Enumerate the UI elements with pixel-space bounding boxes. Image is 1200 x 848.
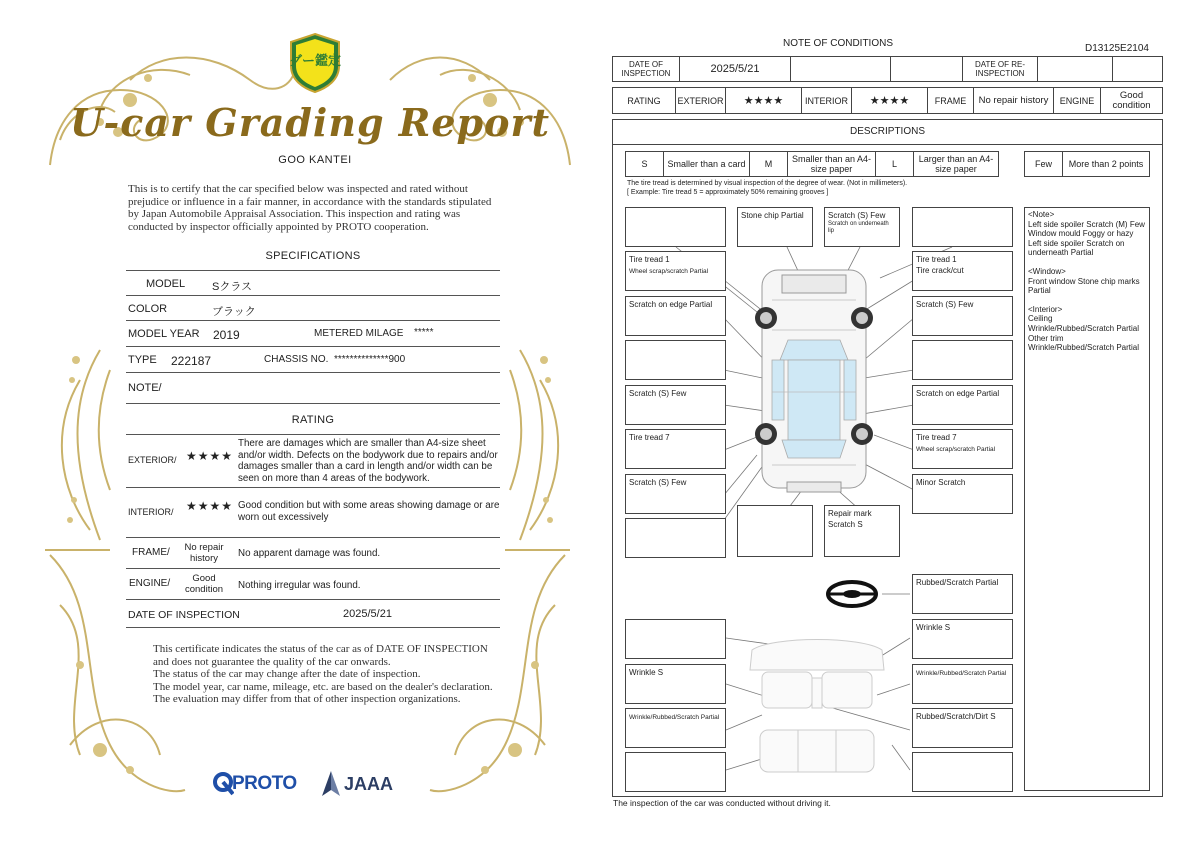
tire-note-2: [ Example: Tire tread 5 = approximately 50% remaining grooves ] [627,189,829,196]
annotation-stone-chip: Stone chip Partial [737,207,813,247]
tire-rr-title: Tire tread 7 [916,433,957,442]
exterior-stars: ★★★★ [726,88,802,113]
legend-s: S [626,152,664,176]
model-value: Sクラス [212,281,253,293]
note-label: NOTE/ [128,382,162,394]
annotation-box-empty [912,340,1013,380]
annotation-box-empty [737,505,813,557]
conditions-title: NOTE OF CONDITIONS [783,38,893,49]
jaaa-logo-icon [320,770,342,798]
rating-row-exterior [126,435,500,488]
legend-few-desc: More than 2 points [1068,159,1144,169]
annotation-wrinkle-right: Wrinkle S [912,619,1013,659]
model-label: MODEL [146,278,186,290]
spec-row-year [126,321,500,347]
annotation-scratch-few-right: Scratch (S) Few [912,296,1013,336]
notes-window: <Window> Front window Stone chip marks Partial [1028,266,1140,296]
blank-cell [791,57,891,81]
scratch-few-top-title: Scratch (S) Few [828,211,886,220]
jaaa-logo-text: JAAA [344,774,394,794]
specifications-title: SPECIFICATIONS [265,250,361,262]
wrs-left-text: Wrinkle/Rubbed/Scratch Partial [629,714,720,721]
annotation-box-empty [912,752,1013,792]
frame-value: No repair history [184,542,224,564]
legend-s-desc: Smaller than a card [664,152,750,176]
legend-few: Few [1025,152,1063,176]
legend-l-desc: Larger than an A4-size paper [918,154,994,174]
frame-value: No repair history [974,88,1054,113]
frame-description: No apparent damage was found. [238,548,381,559]
notes-panel [1024,207,1150,791]
report-title: U-car Grading Report [69,100,551,145]
footnote-text: This certificate indicates the status of the car as of DATE OF INSPECTION and does not guarantee the quality of the car onwards. The status of the car may change after the date of inspection. The model year, car name, mileage, etc. are based on the dealer's declaration. The evaluation may differ from that of other inspection organizations. [153,643,493,706]
interior-stars: ★★★★ [852,88,928,113]
engine-label: ENGINE/ [129,578,171,589]
legend-m-desc: Smaller than an A4-size paper [788,152,876,176]
notes-general: <Note> Left side spoiler Scratch (M) Few Window mould Foggy or hazy Left side spoiler Scratch on underneath Partial [1028,210,1145,258]
annotation-box-empty [625,619,726,659]
rating-label: RATING [613,88,676,113]
date-label: DATE OF INSPECTION [128,609,240,621]
annotation-tire-front-left [625,251,726,291]
year-label: MODEL YEAR [128,328,200,340]
exterior-label: EXTERIOR [676,88,726,113]
annotation-tire-front-right [912,251,1013,291]
year-value: 2019 [213,328,240,342]
annotation-tire-rear-right [912,429,1013,469]
tire-rr-sub: Wheel scrap/scratch Partial [916,446,996,453]
date-row [126,600,500,628]
rating-row-interior [126,488,500,538]
ornament-left-side [40,340,130,560]
rating-row-frame [126,538,500,569]
annotation-box-empty [625,207,726,247]
annotation-scratch-edge-left: Scratch on edge Partial [625,296,726,336]
engine-description: Nothing irregular was found. [238,580,361,591]
annotation-wrs-right [912,664,1013,704]
spec-row-color [126,296,500,321]
color-label: COLOR [128,303,168,315]
rating-row-engine [126,569,500,600]
spec-row-type [126,347,500,373]
scratch-few-top-sub: Scratch on underneath lip [828,221,889,234]
annotation-wrs-left [625,708,726,748]
inspection-date-value: 2025/5/21 [680,57,791,81]
steering-wheel-icon [828,582,876,606]
badge-text: グー鑑定 [288,54,342,69]
legend-m: M [750,152,788,176]
chassis-label: CHASSIS NO. [264,354,329,365]
milage-label: METERED MILAGE [314,328,404,339]
annotation-scratch-few-top [824,207,900,247]
spec-row-model [126,271,500,296]
annotation-minor-scratch: Minor Scratch [912,474,1013,514]
date-value: 2025/5/21 [343,608,392,620]
interior-description: Good condition but with some areas showing damage or are worn out excessively [238,500,500,523]
repair-mark-sub: Scratch S [828,520,863,529]
chassis-value: **************900 [334,354,406,365]
annotation-steering: Rubbed/Scratch Partial [912,574,1013,614]
annotation-scratch-few-left: Scratch (S) Few [625,385,726,425]
interior-stars: ★★★★ [186,499,234,513]
few-legend [1024,151,1150,177]
notes-interior: <Interior> Ceiling Wrinkle/Rubbed/Scratch Partial Other trim Wrinkle/Rubbed/Scratch Partial [1028,304,1140,353]
annotation-tire-rear-left: Tire tread 7 [625,429,726,469]
annotation-rubbed-dirt: Rubbed/Scratch/Dirt S [912,708,1013,748]
color-value: ブラック [212,306,256,318]
annotation-box-empty [625,518,726,558]
exterior-description: There are damages which are smaller than A4-size sheet and/or width. Defects on the bodywork due to repairs and/or damages smaller than a card in length and/or width can be seen on more than 4 areas of the bodywork. [238,438,498,484]
tire-note-1: The tire tread is determined by visual inspection of the degree of wear. (Not in millimeters). [627,180,908,187]
inspection-footer-note: The inspection of the car was conducted without driving it. [613,798,831,808]
type-value: 222187 [171,354,212,368]
interior-label: INTERIOR/ [128,507,174,517]
annotation-box-empty [912,207,1013,247]
proto-logo-icon [212,772,234,796]
engine-value: Good condition [184,573,224,595]
size-legend [625,151,999,177]
reinspection-label: DATE OF RE-INSPECTION [963,57,1038,81]
inspection-date-label: DATE OF INSPECTION [613,57,680,81]
document-id: D13125E2104 [1085,43,1149,54]
annotation-box-empty [625,752,726,792]
certify-text: This is to certify that the car specified below was inspected and rated without prejudice or influence in a fair manner, in accordance with the standards stipulated by Japan Automobile Appraisal Association. This inspection and rating was conducted by inspector officially appointed by PROTO cooperation. [128,183,492,233]
wrs-right-text: Wrinkle/Rubbed/Scratch Partial [916,670,1007,677]
descriptions-title: DESCRIPTIONS [612,119,1163,145]
ornament-right-side [490,340,580,560]
report-subtitle: GOO KANTEI [278,154,352,166]
milage-value: ***** [414,327,434,338]
interior-label: INTERIOR [802,88,852,113]
rating-title: RATING [291,414,335,426]
exterior-stars: ★★★★ [186,449,234,463]
engine-value: Good condition [1112,89,1151,111]
frame-label: FRAME/ [132,547,170,558]
tire-fl-sub: Wheel scrap/scratch Partial [629,268,709,275]
spec-row-note [126,373,500,404]
tire-fr-sub: Tire crack/cut [916,266,964,275]
engine-label: ENGINE [1054,88,1101,113]
annotation-repair-mark [824,505,900,557]
annotation-box-empty [625,340,726,380]
exterior-label: EXTERIOR/ [128,455,177,465]
blank-cell [1038,57,1113,81]
tire-fl-title: Tire tread 1 [629,255,670,264]
rating-row [612,87,1163,114]
repair-mark-title: Repair mark [828,509,872,518]
annotation-scratch-few-left-lower: Scratch (S) Few [625,474,726,514]
type-label: TYPE [128,354,157,366]
tire-fr-title: Tire tread 1 [916,255,957,264]
frame-label: FRAME [928,88,974,113]
legend-l: L [876,152,914,176]
logos [212,770,412,800]
proto-logo-text: PROTO [232,773,297,794]
blank-cell [891,57,963,81]
annotation-scratch-edge-right: Scratch on edge Partial [912,385,1013,425]
annotation-wrinkle-left: Wrinkle S [625,664,726,704]
inspection-date-row [612,56,1163,82]
goo-kantei-badge-icon [287,32,343,94]
